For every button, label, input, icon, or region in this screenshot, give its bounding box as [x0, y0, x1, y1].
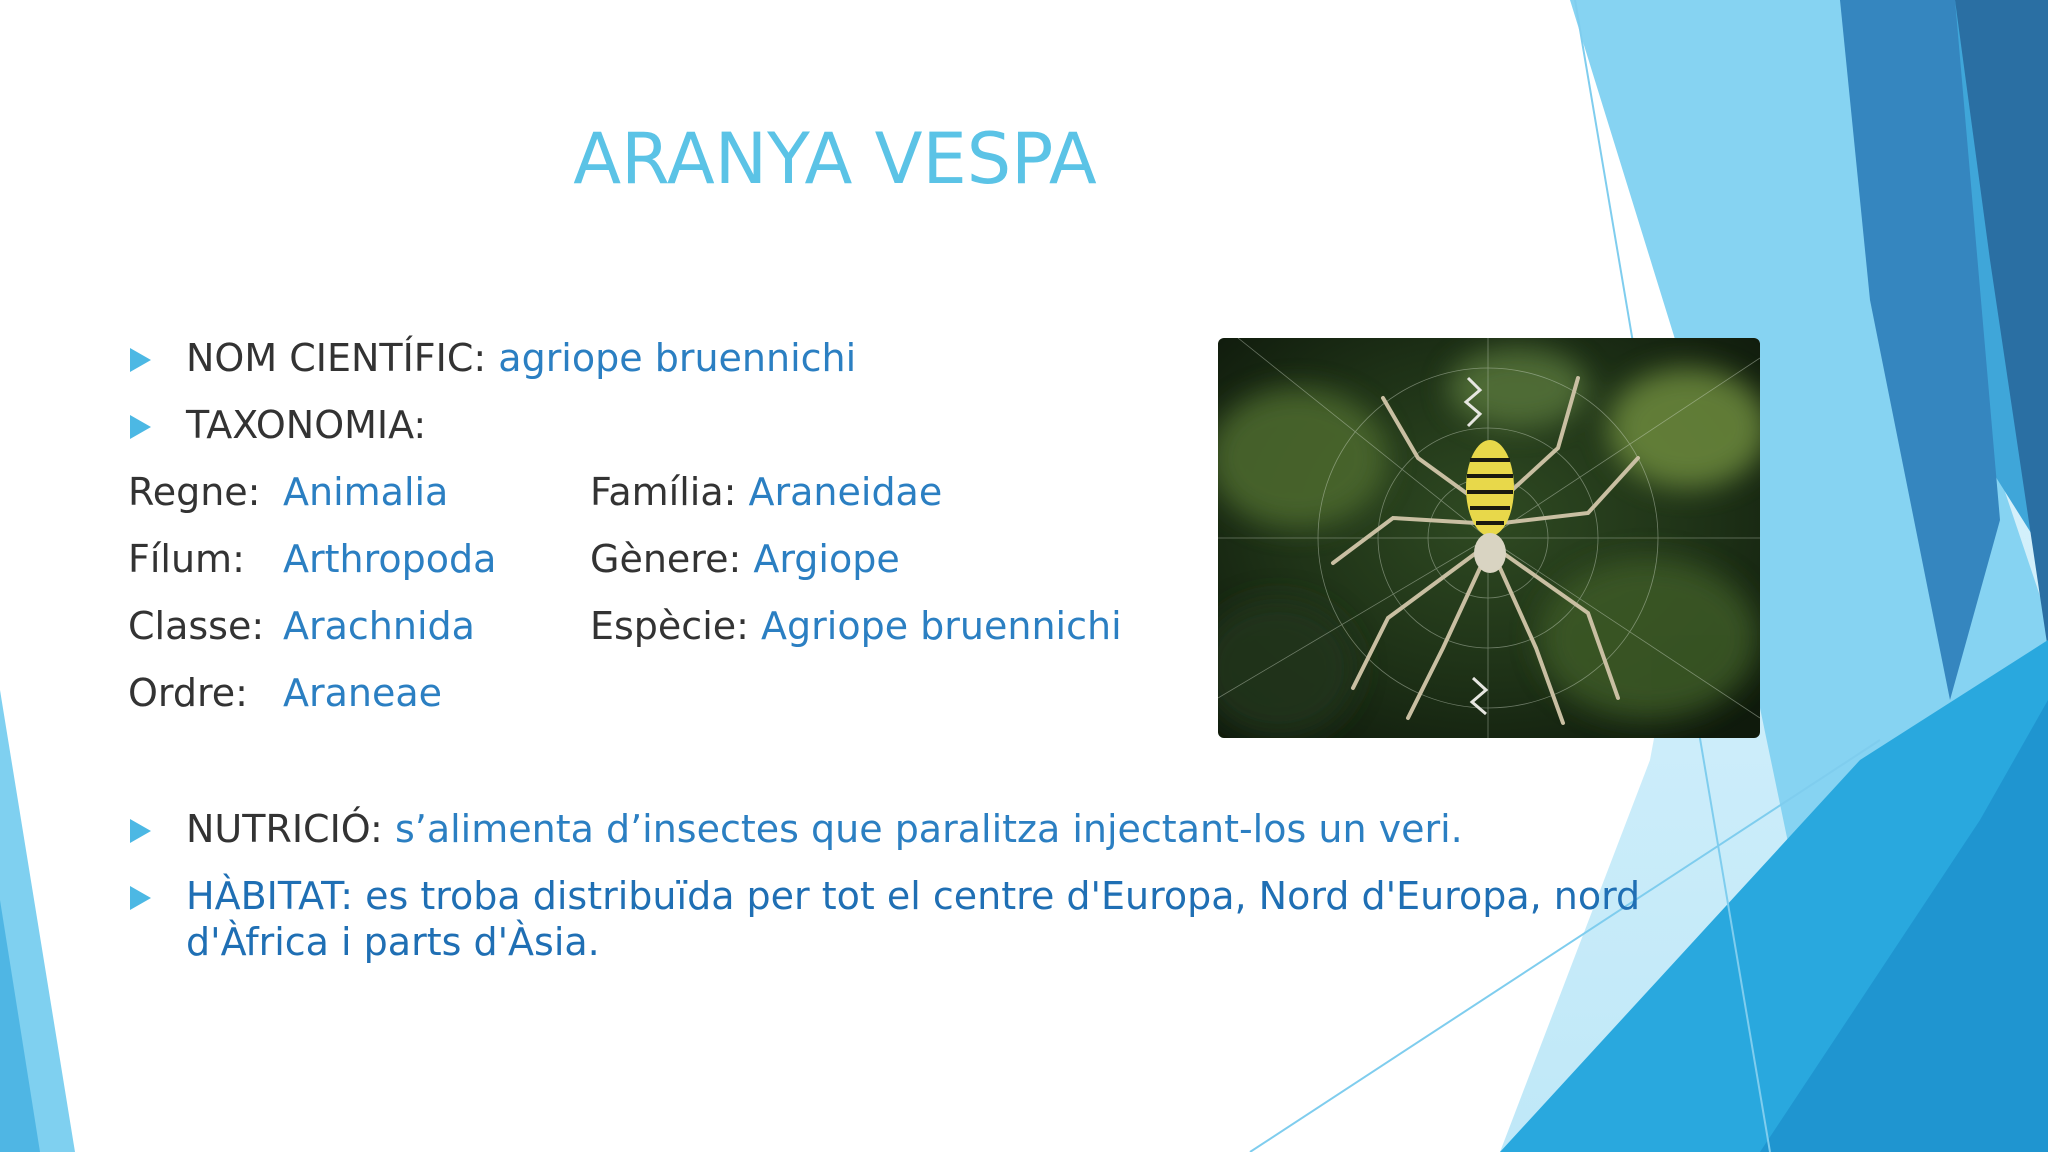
- slide-title: ARANYA VESPA: [573, 118, 1097, 200]
- taxonomy-phylum-value: Arthropoda: [283, 537, 497, 581]
- taxonomy-genus-label: Gènere:: [590, 537, 754, 581]
- bullet-arrow-icon: [130, 415, 151, 439]
- taxonomy-kingdom-value-box: [283, 470, 448, 514]
- taxonomy-class-label: Classe:: [128, 604, 265, 648]
- taxonomy-label: TAXONOMIA:: [186, 403, 427, 447]
- taxonomy-species: [590, 604, 1122, 648]
- nutrition-text: [186, 807, 1463, 851]
- taxonomy-kingdom-label: Regne:: [128, 470, 261, 514]
- taxonomy-phylum-label: Fílum:: [128, 537, 245, 581]
- taxonomy-order-value: Araneae: [283, 671, 443, 715]
- taxonomy-order-value-box: [283, 671, 442, 715]
- taxonomy-family-label: Família:: [590, 470, 749, 514]
- taxonomy-species-label: Espècie:: [590, 604, 762, 648]
- nutrition-label: NUTRICIÓ:: [186, 807, 395, 851]
- scientific-name-label: NOM CIENTÍFIC:: [186, 336, 499, 380]
- taxonomy-phylum-value-box: [283, 537, 496, 581]
- taxonomy-order-label: Ordre:: [128, 671, 248, 715]
- habitat-line-1: HÀBITAT: es troba distribuïda per tot el centre d'Europa, Nord d'Europa, nord: [186, 874, 1641, 918]
- spider-illustration: [1218, 338, 1760, 738]
- taxonomy-family: [590, 470, 942, 514]
- taxonomy-class: [128, 604, 264, 648]
- taxonomy-species-value: Agriope bruennichi: [761, 604, 1122, 648]
- taxonomy-class-value: Arachnida: [283, 604, 475, 648]
- taxonomy-genus: [590, 537, 900, 581]
- taxonomy-family-value: Araneidae: [748, 470, 943, 514]
- bullet-arrow-icon: [130, 886, 151, 910]
- bullet-arrow-icon: [130, 819, 151, 843]
- taxonomy-order: [128, 671, 248, 715]
- taxonomy-kingdom: [128, 470, 260, 514]
- taxonomy-kingdom-value: Animalia: [283, 470, 449, 514]
- taxonomy-class-value-box: [283, 604, 475, 648]
- taxonomy-genus-value: Argiope: [753, 537, 900, 581]
- nutrition-value: s’alimenta d’insectes que paralitza injectant-los un veri.: [394, 807, 1463, 851]
- scientific-name-value: agriope bruennichi: [498, 336, 857, 380]
- taxonomy-phylum: [128, 537, 245, 581]
- bullet-arrow-icon: [130, 348, 151, 372]
- habitat-line-2: d'Àfrica i parts d'Àsia.: [186, 920, 600, 964]
- spider-photo: [1218, 338, 1760, 738]
- scientific-name-text: [186, 336, 856, 380]
